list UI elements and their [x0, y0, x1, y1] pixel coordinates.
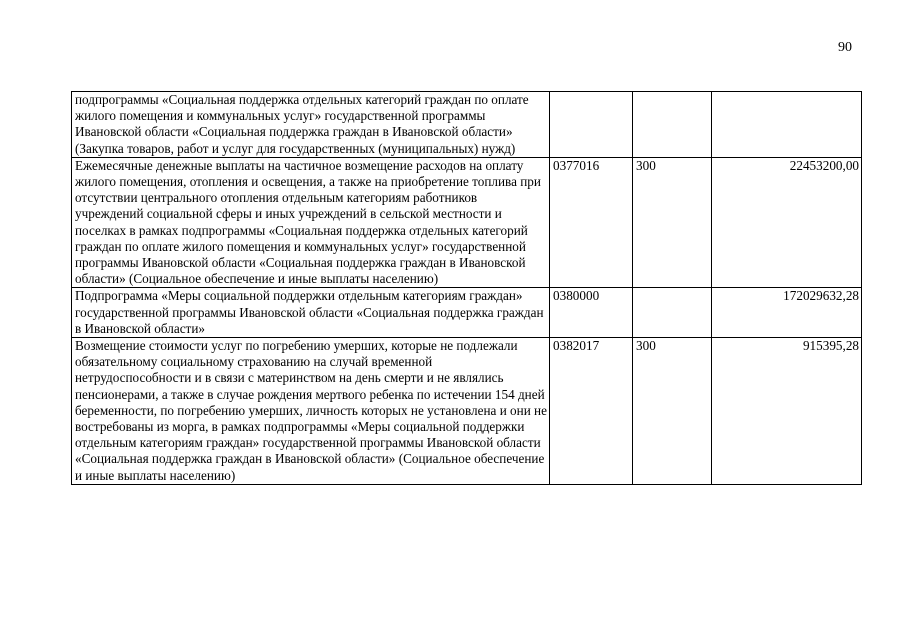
row-type-cell: 300: [633, 338, 712, 485]
row-type-cell: [633, 288, 712, 338]
row-code-cell: 0377016: [550, 157, 633, 288]
row-name-cell: Ежемесячные денежные выплаты на частичное возмещение расходов на оплату жилого помещения, отопления и освещения, а также на приобретение топлива при отсутствии центрального отопления отдельным категориям работников учреждений социальной сферы и иных учреждений в сельской местности и поселках в рамках подпрограммы «Социальная поддержка отдельных категорий граждан по оплате жилого помещения и коммунальных услуг» государственной программы Ивановской области «Социальная поддержка граждан в Ивановской области» (Социальное обеспечение и иные выплаты населению): [72, 157, 550, 288]
budget-table: [71, 91, 862, 485]
row-sum-cell: 915395,28: [712, 338, 862, 485]
row-name-cell: Подпрограмма «Меры социальной поддержки отдельным категориям граждан» государственной программы Ивановской области «Социальная поддержка граждан в Ивановской области»: [72, 288, 550, 338]
row-sum-cell: [712, 92, 862, 158]
row-code-cell: [550, 92, 633, 158]
row-name-cell: Возмещение стоимости услуг по погребению умерших, которые не подлежали обязательному социальному страхованию на случай временной нетрудоспособности и в связи с материнством на день смерти и не являлись пенсионерами, а также в случае рождения мертвого ребенка по истечении 154 дней беременности, по погребению умерших, личность которых не установлена и они не востребованы из морга, в рамках подпрограммы «Меры социальной поддержки отдельным категориям граждан» государственной программы Ивановской области «Социальная поддержка граждан в Ивановской области» (Социальное обеспечение и иные выплаты населению): [72, 338, 550, 485]
row-sum-cell: 172029632,28: [712, 288, 862, 338]
row-code-cell: 0380000: [550, 288, 633, 338]
row-type-cell: 300: [633, 157, 712, 288]
table-row: [72, 157, 862, 288]
row-name-cell: подпрограммы «Социальная поддержка отдельных категорий граждан по оплате жилого помещения и коммунальных услуг» государственной программы Ивановской области «Социальная поддержка граждан в Ивановской области» (Закупка товаров, работ и услуг для государственных (муниципальных) нужд): [72, 92, 550, 158]
table-row: [72, 92, 862, 158]
row-code-cell: 0382017: [550, 338, 633, 485]
table-row: [72, 288, 862, 338]
page-number: 90: [838, 40, 852, 55]
row-type-cell: [633, 92, 712, 158]
table-row: [72, 338, 862, 485]
row-sum-cell: 22453200,00: [712, 157, 862, 288]
